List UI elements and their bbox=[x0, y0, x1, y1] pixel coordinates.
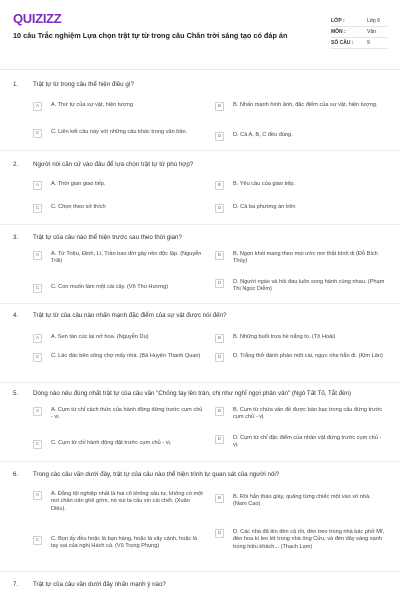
meta-value: Lớp 6 bbox=[367, 18, 381, 24]
option-letter-box: D bbox=[215, 279, 224, 288]
meta-row-class bbox=[331, 16, 387, 27]
quizizz-logo: QUIZIZZ bbox=[13, 11, 62, 26]
header-divider bbox=[0, 69, 400, 70]
option-letter-box: C bbox=[33, 440, 42, 449]
option-letter-box: B bbox=[215, 494, 224, 503]
option-text: D. Cả A, B, C đều đúng. bbox=[233, 132, 293, 138]
option-text: C. Lác đác bên sông chợ mấy nhà. (Bà Huyện Thanh Quan) bbox=[51, 353, 201, 359]
option-text: B. Cụm từ chứa vần đề được bàn bạc trong câu đứng trước cụm chủ - vị. bbox=[233, 407, 383, 421]
option-text: A. Cụm từ chỉ cách thức của hành động đứng trước cụm chủ - vị. bbox=[51, 407, 203, 421]
question-number: 6. bbox=[13, 471, 19, 478]
question-text: Trật tự của câu văn dưới đây nhấn mạnh ý nào? bbox=[33, 581, 166, 588]
meta-label: SỐ CÂU : bbox=[331, 40, 354, 46]
option-text: B. Rồi hắn thảo giày, quăng từng chiếc một vào xó nhà. (Nam Cao) bbox=[233, 494, 371, 508]
question-number: 7. bbox=[13, 581, 19, 588]
option-letter-box: B bbox=[215, 102, 224, 111]
option-text: C. Cụm từ chỉ hành động đặt trước cụm chủ - vị. bbox=[51, 440, 172, 446]
option-text: C. Con muốn làm một cái cây. (Võ Thu Hương) bbox=[51, 284, 168, 290]
option-letter-box: B bbox=[215, 334, 224, 343]
option-letter-box: B bbox=[215, 407, 224, 416]
option-letter-box: C bbox=[33, 129, 42, 138]
option-text: D. Cụm từ chỉ đặc điểm của nhân vật đứng trước cụm chủ - vị. bbox=[233, 435, 382, 449]
question-separator bbox=[0, 571, 400, 572]
option-text: A. Đằng tội nghiệp nhất là hai cô không sâu tư, không có một nơi chân nản ghê gớm, nó xui ta câu xin cái chết. (Xuân Diệu). bbox=[51, 491, 203, 512]
option-letter-box: D bbox=[215, 204, 224, 213]
question-text: Trật tự của câu nào thể hiện trước sau theo thời gian? bbox=[33, 234, 182, 241]
option-text: B. Ngọn khói mang theo mọi ước mơ thật bình dị (Đỗ Bích Thúy) bbox=[233, 251, 378, 265]
meta-row-count bbox=[331, 38, 387, 49]
meta-panel bbox=[331, 16, 387, 49]
option-letter-box: B bbox=[215, 251, 224, 260]
question-text: Trong các câu văn dưới đây, trật tự của câu nào thể hiện trình tự quan sát của người nói? bbox=[33, 471, 280, 478]
question-separator bbox=[0, 303, 400, 304]
option-letter-box: A bbox=[33, 102, 42, 111]
header bbox=[0, 0, 400, 68]
question-text: Trật tự từ trong câu thể hiện điều gì? bbox=[33, 81, 134, 88]
option-text: B. Những buổi trưa hè nắng to. (Tô Hoài) bbox=[233, 334, 336, 340]
question-number: 2. bbox=[13, 161, 19, 168]
option-text: D. Các nhà đã lên đèn cả rồi, đèn treo trong nhà bác phở Mĩ, đèn hoa kì leo lét trong nhà ông Cửu, và đèn dây sáng xanh trong hiệu khách... (Thạch Lam) bbox=[233, 529, 385, 550]
option-letter-box: B bbox=[215, 181, 224, 190]
meta-label: LỚP : bbox=[331, 18, 345, 24]
question-number: 5. bbox=[13, 390, 19, 397]
option-letter-box: D bbox=[215, 435, 224, 444]
question-separator bbox=[0, 150, 400, 151]
meta-value: Văn bbox=[367, 29, 376, 35]
option-letter-box: D bbox=[215, 353, 224, 362]
option-letter-box: C bbox=[33, 536, 42, 545]
option-letter-box: A bbox=[33, 181, 42, 190]
page-title: 10 câu Trắc nghiệm Lựa chọn trật tự từ trong câu Chân trời sáng tạo có đáp án bbox=[13, 31, 288, 40]
option-text: A. Sen tàn cúc lại nở hoa. (Nguyễn Du) bbox=[51, 334, 149, 340]
option-text: A. Thời gian giao tiếp. bbox=[51, 181, 106, 187]
question-number: 3. bbox=[13, 234, 19, 241]
option-text: D. Trắng thở đánh phảo một cái, ngực nhẹ hẳn đi. (Kim Lân) bbox=[233, 353, 383, 359]
option-letter-box: A bbox=[33, 334, 42, 343]
option-text: B. Yêu cầu của giao tiếp. bbox=[233, 181, 296, 187]
question-number: 1. bbox=[13, 81, 19, 88]
question-number: 4. bbox=[13, 312, 19, 319]
question-text: Dòng nào nêu đúng nhất trật tự của câu văn "Chống tay lên trán, chị như nghĩ ngợi phân vân" (Ngô Tất Tố, Tắt đèn) bbox=[33, 390, 352, 397]
option-text: A. Thứ tự của sự vật, hiện tượng bbox=[51, 102, 133, 108]
option-letter-box: D bbox=[215, 529, 224, 538]
option-letter-box: A bbox=[33, 407, 42, 416]
option-text: B. Nhấn mạnh hình ảnh, đặc điểm của sự vật, hiện tượng. bbox=[233, 102, 378, 108]
option-letter-box: C bbox=[33, 353, 42, 362]
question-separator bbox=[0, 224, 400, 225]
option-letter-box: A bbox=[33, 491, 42, 500]
option-text: D. Cả ba phương án trên bbox=[233, 204, 296, 210]
question-separator bbox=[0, 461, 400, 462]
option-text: C. Liên kết câu này với những câu khác trong văn bản. bbox=[51, 129, 188, 135]
meta-value: 9 bbox=[367, 40, 370, 46]
option-text: D. Người ngáo và hồi đau luôn song hành cùng nhau. (Phạm Thị Ngọc Diễm) bbox=[233, 279, 385, 293]
question-separator bbox=[0, 382, 400, 383]
option-text: C. Bọn ấy đều hoặc là bạn hàng, hoặc là vây cánh, hoặc là tay sai của nghị Hách cả. (Vũ Trọng Phụng) bbox=[51, 536, 198, 550]
question-text: Trật tự từ của câu nào nhấn mạnh đặc điểm của sự vật được nói đến? bbox=[33, 312, 227, 319]
meta-label: MÔN : bbox=[331, 29, 346, 35]
option-text: C. Chọn theo sở thích bbox=[51, 204, 106, 210]
meta-row-subject bbox=[331, 27, 387, 38]
option-letter-box: A bbox=[33, 251, 42, 260]
option-letter-box: C bbox=[33, 284, 42, 293]
option-letter-box: D bbox=[215, 132, 224, 141]
option-letter-box: C bbox=[33, 204, 42, 213]
option-text: A. Từ Triệu, Đinh, Lí, Trần bao đời gây nền độc lập. (Nguyễn Trãi) bbox=[51, 251, 202, 265]
question-text: Người nói căn cứ vào đâu để lựa chọn trật tự từ phù hợp? bbox=[33, 161, 194, 168]
